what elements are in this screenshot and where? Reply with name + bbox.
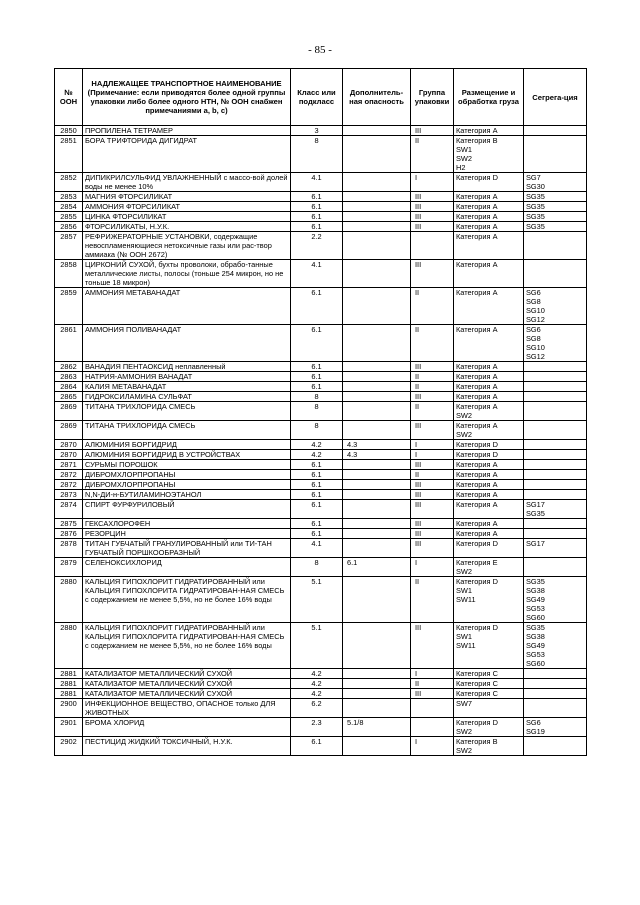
cell-stowage: Категория A: [454, 126, 524, 136]
cell-subsidiary-risk: [343, 136, 411, 173]
cell-subsidiary-risk: [343, 232, 411, 260]
cell-packing-group: III: [411, 212, 454, 222]
cell-subsidiary-risk: [343, 173, 411, 192]
cell-subsidiary-risk: [343, 519, 411, 529]
cell-packing-group: [411, 718, 454, 737]
table-row: [55, 325, 587, 362]
cell-class: 8: [291, 136, 343, 173]
cell-subsidiary-risk: [343, 288, 411, 325]
cell-un-number: 2856: [55, 222, 83, 232]
cell-class: 6.1: [291, 519, 343, 529]
cell-subsidiary-risk: [343, 212, 411, 222]
cell-un-number: 2902: [55, 737, 83, 756]
col-header-shipping-name: НАДЛЕЖАЩЕЕ ТРАНСПОРТНОЕ НАИМЕНОВАНИЕ (Примечание: если приводятся более одной группы упаковки либо более одного НТН, № ООН снабжен примечаниями a, b, c): [83, 69, 291, 126]
cell-segregation: [524, 558, 587, 577]
cell-un-number: 2881: [55, 669, 83, 679]
dangerous-goods-table: [54, 68, 587, 756]
cell-stowage: Категория D: [454, 440, 524, 450]
cell-shipping-name: КАЛЬЦИЯ ГИПОХЛОРИТ ГИДРАТИРОВАННЫЙ или КАЛЬЦИЯ ГИПОХЛОРИТА ГИДРАТИРОВАН-НАЯ СМЕСЬ с содержанием не менее 5,5%, но не более 16% воды: [83, 623, 291, 669]
cell-packing-group: III: [411, 490, 454, 500]
cell-subsidiary-risk: [343, 689, 411, 699]
cell-class: 6.1: [291, 362, 343, 372]
cell-un-number: 2881: [55, 689, 83, 699]
cell-un-number: 2871: [55, 460, 83, 470]
cell-class: 6.1: [291, 490, 343, 500]
cell-segregation: SG35: [524, 212, 587, 222]
cell-shipping-name: КАТАЛИЗАТОР МЕТАЛЛИЧЕСКИЙ СУХОЙ: [83, 669, 291, 679]
cell-packing-group: [411, 232, 454, 260]
cell-shipping-name: ИНФЕКЦИОННОЕ ВЕЩЕСТВО, ОПАСНОЕ только ДЛЯ ЖИВОТНЫХ: [83, 699, 291, 718]
cell-un-number: 2878: [55, 539, 83, 558]
cell-subsidiary-risk: [343, 392, 411, 402]
cell-stowage: Категория D SW1 SW11: [454, 623, 524, 669]
cell-stowage: Категория B SW1 SW2 H2: [454, 136, 524, 173]
cell-stowage: Категория D: [454, 450, 524, 460]
cell-subsidiary-risk: [343, 490, 411, 500]
cell-shipping-name: ФТОРСИЛИКАТЫ, Н.У.К.: [83, 222, 291, 232]
cell-shipping-name: ДИБРОМХЛОРПРОПАНЫ: [83, 470, 291, 480]
cell-segregation: [524, 382, 587, 392]
cell-segregation: [524, 450, 587, 460]
cell-stowage: Категория A: [454, 480, 524, 490]
col-header-subsidiary-risk: Дополнитель-ная опасность: [343, 69, 411, 126]
cell-shipping-name: ГИДРОКСИЛАМИНА СУЛЬФАТ: [83, 392, 291, 402]
cell-stowage: Категория D SW1 SW11: [454, 577, 524, 623]
cell-stowage: Категория A: [454, 460, 524, 470]
cell-class: 6.1: [291, 192, 343, 202]
cell-un-number: 2853: [55, 192, 83, 202]
cell-subsidiary-risk: [343, 382, 411, 392]
cell-shipping-name: СУРЬМЫ ПОРОШОК: [83, 460, 291, 470]
cell-packing-group: III: [411, 519, 454, 529]
cell-subsidiary-risk: [343, 480, 411, 490]
cell-packing-group: III: [411, 421, 454, 440]
cell-un-number: 2874: [55, 500, 83, 519]
table-body: [55, 126, 587, 756]
cell-packing-group: III: [411, 126, 454, 136]
table-row: [55, 577, 587, 623]
table-row: [55, 679, 587, 689]
table-row: [55, 136, 587, 173]
cell-subsidiary-risk: [343, 529, 411, 539]
cell-stowage: Категория A: [454, 490, 524, 500]
table-row: [55, 470, 587, 480]
cell-stowage: Категория A: [454, 362, 524, 372]
table-row: [55, 382, 587, 392]
cell-packing-group: II: [411, 577, 454, 623]
cell-segregation: SG17: [524, 539, 587, 558]
cell-shipping-name: АММОНИЯ ПОЛИВАНАДАТ: [83, 325, 291, 362]
table-row: [55, 558, 587, 577]
cell-subsidiary-risk: [343, 470, 411, 480]
cell-subsidiary-risk: 5.1/8: [343, 718, 411, 737]
cell-segregation: SG17 SG35: [524, 500, 587, 519]
cell-class: 4.2: [291, 669, 343, 679]
cell-segregation: [524, 519, 587, 529]
cell-stowage: SW7: [454, 699, 524, 718]
cell-subsidiary-risk: [343, 372, 411, 382]
cell-segregation: [524, 689, 587, 699]
cell-stowage: Категория E SW2: [454, 558, 524, 577]
col-header-class: Класс или подкласс: [291, 69, 343, 126]
table-row: [55, 460, 587, 470]
cell-segregation: [524, 470, 587, 480]
cell-un-number: 2881: [55, 679, 83, 689]
cell-packing-group: II: [411, 679, 454, 689]
table-row: [55, 529, 587, 539]
cell-un-number: 2870: [55, 450, 83, 460]
cell-class: 6.1: [291, 737, 343, 756]
col-header-segregation: Сегрега-ция: [524, 69, 587, 126]
cell-un-number: 2857: [55, 232, 83, 260]
cell-un-number: 2880: [55, 623, 83, 669]
cell-shipping-name: КАЛЬЦИЯ ГИПОХЛОРИТ ГИДРАТИРОВАННЫЙ или КАЛЬЦИЯ ГИПОХЛОРИТА ГИДРАТИРОВАН-НАЯ СМЕСЬ с содержанием не менее 5,5%, но не более 16% воды: [83, 577, 291, 623]
cell-stowage: Категория A: [454, 325, 524, 362]
cell-segregation: SG6 SG19: [524, 718, 587, 737]
cell-stowage: Категория C: [454, 689, 524, 699]
table-row: [55, 440, 587, 450]
cell-shipping-name: ДИПИКРИЛСУЛЬФИД УВЛАЖНЕННЫЙ с массо-вой долей воды не менее 10%: [83, 173, 291, 192]
table-row: [55, 260, 587, 288]
table-row: [55, 372, 587, 382]
table-row: [55, 480, 587, 490]
cell-stowage: Категория A: [454, 500, 524, 519]
cell-segregation: [524, 460, 587, 470]
cell-stowage: Категория A: [454, 212, 524, 222]
cell-stowage: Категория A: [454, 288, 524, 325]
cell-subsidiary-risk: [343, 421, 411, 440]
cell-shipping-name: ПРОПИЛЕНА ТЕТРАМЕР: [83, 126, 291, 136]
cell-segregation: SG35: [524, 222, 587, 232]
cell-subsidiary-risk: [343, 737, 411, 756]
cell-segregation: [524, 440, 587, 450]
cell-shipping-name: ЦИРКОНИЙ СУХОЙ, бухты проволоки, обрабо-танные металлические листы, полосы (тоньше 254 микрон, но не тоньше 18 микрон): [83, 260, 291, 288]
cell-class: 2.3: [291, 718, 343, 737]
cell-stowage: Категория A: [454, 392, 524, 402]
cell-stowage: Категория A: [454, 470, 524, 480]
cell-stowage: Категория B SW2: [454, 737, 524, 756]
cell-segregation: [524, 260, 587, 288]
cell-segregation: [524, 679, 587, 689]
cell-segregation: [524, 372, 587, 382]
table-row: [55, 212, 587, 222]
table-row: [55, 539, 587, 558]
cell-shipping-name: АЛЮМИНИЯ БОРГИДРИД: [83, 440, 291, 450]
cell-packing-group: III: [411, 362, 454, 372]
cell-class: 6.1: [291, 222, 343, 232]
cell-packing-group: III: [411, 460, 454, 470]
cell-subsidiary-risk: 6.1: [343, 558, 411, 577]
cell-stowage: Категория A: [454, 232, 524, 260]
cell-packing-group: [411, 699, 454, 718]
cell-class: 6.1: [291, 480, 343, 490]
cell-shipping-name: НАТРИЯ-АММОНИЯ ВАНАДАТ: [83, 372, 291, 382]
cell-subsidiary-risk: 4.3: [343, 440, 411, 450]
cell-subsidiary-risk: [343, 669, 411, 679]
table-header-row: [55, 69, 587, 126]
cell-stowage: Категория A SW2: [454, 402, 524, 421]
cell-class: 4.1: [291, 173, 343, 192]
cell-packing-group: III: [411, 392, 454, 402]
cell-un-number: 2864: [55, 382, 83, 392]
cell-subsidiary-risk: [343, 202, 411, 212]
cell-packing-group: I: [411, 173, 454, 192]
cell-packing-group: III: [411, 623, 454, 669]
cell-segregation: [524, 232, 587, 260]
cell-packing-group: II: [411, 382, 454, 392]
cell-stowage: Категория D: [454, 539, 524, 558]
cell-shipping-name: ТИТАНА ТРИХЛОРИДА СМЕСЬ: [83, 402, 291, 421]
table-row: [55, 718, 587, 737]
cell-stowage: Категория A: [454, 372, 524, 382]
cell-subsidiary-risk: [343, 402, 411, 421]
cell-stowage: Категория A: [454, 222, 524, 232]
cell-shipping-name: БРОМА ХЛОРИД: [83, 718, 291, 737]
cell-packing-group: I: [411, 450, 454, 460]
cell-subsidiary-risk: 4.3: [343, 450, 411, 460]
cell-un-number: 2872: [55, 480, 83, 490]
cell-un-number: 2900: [55, 699, 83, 718]
cell-stowage: Категория A: [454, 382, 524, 392]
cell-class: 8: [291, 392, 343, 402]
cell-class: 3: [291, 126, 343, 136]
cell-class: 6.2: [291, 699, 343, 718]
cell-un-number: 2861: [55, 325, 83, 362]
cell-subsidiary-risk: [343, 577, 411, 623]
cell-segregation: SG6 SG8 SG10 SG12: [524, 325, 587, 362]
cell-segregation: [524, 737, 587, 756]
cell-un-number: 2858: [55, 260, 83, 288]
table-row: [55, 232, 587, 260]
cell-un-number: 2875: [55, 519, 83, 529]
cell-segregation: [524, 529, 587, 539]
table-row: [55, 519, 587, 529]
cell-un-number: 2851: [55, 136, 83, 173]
cell-subsidiary-risk: [343, 126, 411, 136]
cell-packing-group: II: [411, 402, 454, 421]
cell-shipping-name: КАТАЛИЗАТОР МЕТАЛЛИЧЕСКИЙ СУХОЙ: [83, 679, 291, 689]
cell-class: 5.1: [291, 577, 343, 623]
cell-packing-group: III: [411, 500, 454, 519]
cell-class: 5.1: [291, 623, 343, 669]
cell-packing-group: II: [411, 325, 454, 362]
cell-shipping-name: КАТАЛИЗАТОР МЕТАЛЛИЧЕСКИЙ СУХОЙ: [83, 689, 291, 699]
cell-shipping-name: АММОНИЯ МЕТАВАНАДАТ: [83, 288, 291, 325]
table-row: [55, 500, 587, 519]
cell-segregation: SG35 SG38 SG49 SG53 SG60: [524, 577, 587, 623]
cell-class: 6.1: [291, 372, 343, 382]
table-row: [55, 689, 587, 699]
cell-un-number: 2901: [55, 718, 83, 737]
table-row: [55, 699, 587, 718]
table-row: [55, 450, 587, 460]
cell-class: 4.2: [291, 679, 343, 689]
cell-stowage: Категория A: [454, 519, 524, 529]
cell-class: 4.2: [291, 689, 343, 699]
cell-stowage: Категория A: [454, 202, 524, 212]
table-row: [55, 669, 587, 679]
cell-packing-group: III: [411, 222, 454, 232]
cell-class: 8: [291, 558, 343, 577]
cell-class: 6.1: [291, 212, 343, 222]
cell-class: 6.1: [291, 529, 343, 539]
table-row: [55, 202, 587, 212]
cell-un-number: 2876: [55, 529, 83, 539]
cell-segregation: [524, 392, 587, 402]
cell-un-number: 2865: [55, 392, 83, 402]
table-row: [55, 126, 587, 136]
cell-packing-group: I: [411, 737, 454, 756]
cell-shipping-name: СЕЛЕНОКСИХЛОРИД: [83, 558, 291, 577]
cell-class: 4.2: [291, 440, 343, 450]
col-header-stowage: Размещение и обработка груза: [454, 69, 524, 126]
cell-segregation: [524, 490, 587, 500]
cell-packing-group: III: [411, 480, 454, 490]
cell-packing-group: II: [411, 288, 454, 325]
cell-un-number: 2869: [55, 421, 83, 440]
cell-segregation: [524, 402, 587, 421]
cell-packing-group: I: [411, 669, 454, 679]
cell-un-number: 2850: [55, 126, 83, 136]
table-row: [55, 173, 587, 192]
cell-class: 6.1: [291, 202, 343, 212]
cell-segregation: [524, 480, 587, 490]
cell-class: 6.1: [291, 382, 343, 392]
table-row: [55, 288, 587, 325]
cell-shipping-name: ВАНАДИЯ ПЕНТАОКСИД неплавленный: [83, 362, 291, 372]
cell-segregation: [524, 362, 587, 372]
cell-subsidiary-risk: [343, 222, 411, 232]
cell-subsidiary-risk: [343, 699, 411, 718]
cell-un-number: 2863: [55, 372, 83, 382]
cell-packing-group: III: [411, 192, 454, 202]
cell-un-number: 2872: [55, 470, 83, 480]
cell-packing-group: II: [411, 470, 454, 480]
cell-shipping-name: СПИРТ ФУРФУРИЛОВЫЙ: [83, 500, 291, 519]
cell-un-number: 2855: [55, 212, 83, 222]
cell-un-number: 2879: [55, 558, 83, 577]
cell-shipping-name: ЦИНКА ФТОРСИЛИКАТ: [83, 212, 291, 222]
cell-packing-group: II: [411, 372, 454, 382]
cell-segregation: SG35 SG38 SG49 SG53 SG60: [524, 623, 587, 669]
cell-shipping-name: ПЕСТИЦИД ЖИДКИЙ ТОКСИЧНЫЙ, Н.У.К.: [83, 737, 291, 756]
cell-packing-group: I: [411, 440, 454, 450]
cell-subsidiary-risk: [343, 679, 411, 689]
cell-segregation: [524, 669, 587, 679]
cell-class: 4.1: [291, 260, 343, 288]
cell-stowage: Категория C: [454, 669, 524, 679]
cell-stowage: Категория C: [454, 679, 524, 689]
cell-subsidiary-risk: [343, 362, 411, 372]
table-row: [55, 490, 587, 500]
cell-packing-group: III: [411, 529, 454, 539]
cell-segregation: [524, 126, 587, 136]
cell-class: 4.2: [291, 450, 343, 460]
col-header-un-number: № ООН: [55, 69, 83, 126]
cell-shipping-name: АЛЮМИНИЯ БОРГИДРИД В УСТРОЙСТВАХ: [83, 450, 291, 460]
cell-subsidiary-risk: [343, 539, 411, 558]
cell-subsidiary-risk: [343, 460, 411, 470]
cell-packing-group: III: [411, 260, 454, 288]
cell-shipping-name: РЕФРИЖЕРАТОРНЫЕ УСТАНОВКИ, содержащие невоспламеняющиеся нетоксичные газы или рас-твор аммиака (№ ООН 2672): [83, 232, 291, 260]
cell-class: 6.1: [291, 500, 343, 519]
cell-class: 6.1: [291, 325, 343, 362]
cell-segregation: [524, 421, 587, 440]
cell-class: 2.2: [291, 232, 343, 260]
cell-stowage: Категория A SW2: [454, 421, 524, 440]
cell-segregation: [524, 136, 587, 173]
cell-shipping-name: ДИБРОМХЛОРПРОПАНЫ: [83, 480, 291, 490]
cell-stowage: Категория A: [454, 260, 524, 288]
cell-stowage: Категория D SW2: [454, 718, 524, 737]
cell-un-number: 2862: [55, 362, 83, 372]
cell-shipping-name: ТИТАНА ТРИХЛОРИДА СМЕСЬ: [83, 421, 291, 440]
cell-segregation: [524, 699, 587, 718]
table-row: [55, 362, 587, 372]
table-row: [55, 402, 587, 421]
table-row: [55, 623, 587, 669]
cell-un-number: 2859: [55, 288, 83, 325]
cell-packing-group: III: [411, 689, 454, 699]
cell-segregation: SG7 SG30: [524, 173, 587, 192]
cell-shipping-name: ТИТАН ГУБЧАТЫЙ ГРАНУЛИРОВАННЫЙ или ТИ-ТАН ГУБЧАТЫЙ ПОРШКООБРАЗНЫЙ: [83, 539, 291, 558]
cell-stowage: Категория D: [454, 173, 524, 192]
table-row: [55, 222, 587, 232]
cell-stowage: Категория A: [454, 192, 524, 202]
cell-shipping-name: МАГНИЯ ФТОРСИЛИКАТ: [83, 192, 291, 202]
cell-packing-group: II: [411, 136, 454, 173]
cell-class: 6.1: [291, 288, 343, 325]
cell-class: 8: [291, 402, 343, 421]
cell-un-number: 2869: [55, 402, 83, 421]
cell-subsidiary-risk: [343, 500, 411, 519]
table-row: [55, 737, 587, 756]
cell-segregation: SG6 SG8 SG10 SG12: [524, 288, 587, 325]
cell-shipping-name: КАЛИЯ МЕТАВАНАДАТ: [83, 382, 291, 392]
cell-shipping-name: БОРА ТРИФТОРИДА ДИГИДРАТ: [83, 136, 291, 173]
cell-un-number: 2852: [55, 173, 83, 192]
cell-class: 6.1: [291, 470, 343, 480]
cell-shipping-name: АММОНИЯ ФТОРСИЛИКАТ: [83, 202, 291, 212]
table-row: [55, 392, 587, 402]
cell-un-number: 2870: [55, 440, 83, 450]
table-row: [55, 421, 587, 440]
cell-un-number: 2873: [55, 490, 83, 500]
cell-subsidiary-risk: [343, 623, 411, 669]
cell-packing-group: III: [411, 202, 454, 212]
cell-shipping-name: N,N-ДИ-н-БУТИЛАМИНОЭТАНОЛ: [83, 490, 291, 500]
cell-shipping-name: РЕЗОРЦИН: [83, 529, 291, 539]
cell-packing-group: I: [411, 558, 454, 577]
cell-class: 6.1: [291, 460, 343, 470]
table-row: [55, 192, 587, 202]
cell-segregation: SG35: [524, 202, 587, 212]
cell-un-number: 2854: [55, 202, 83, 212]
cell-packing-group: III: [411, 539, 454, 558]
page-number: - 85 -: [308, 44, 332, 56]
cell-shipping-name: ГЕКСАХЛОРОФЕН: [83, 519, 291, 529]
cell-class: 4.1: [291, 539, 343, 558]
col-header-packing-group: Группа упаковки: [411, 69, 454, 126]
cell-stowage: Категория A: [454, 529, 524, 539]
cell-subsidiary-risk: [343, 260, 411, 288]
cell-un-number: 2880: [55, 577, 83, 623]
cell-subsidiary-risk: [343, 325, 411, 362]
cell-segregation: SG35: [524, 192, 587, 202]
cell-subsidiary-risk: [343, 192, 411, 202]
cell-class: 8: [291, 421, 343, 440]
